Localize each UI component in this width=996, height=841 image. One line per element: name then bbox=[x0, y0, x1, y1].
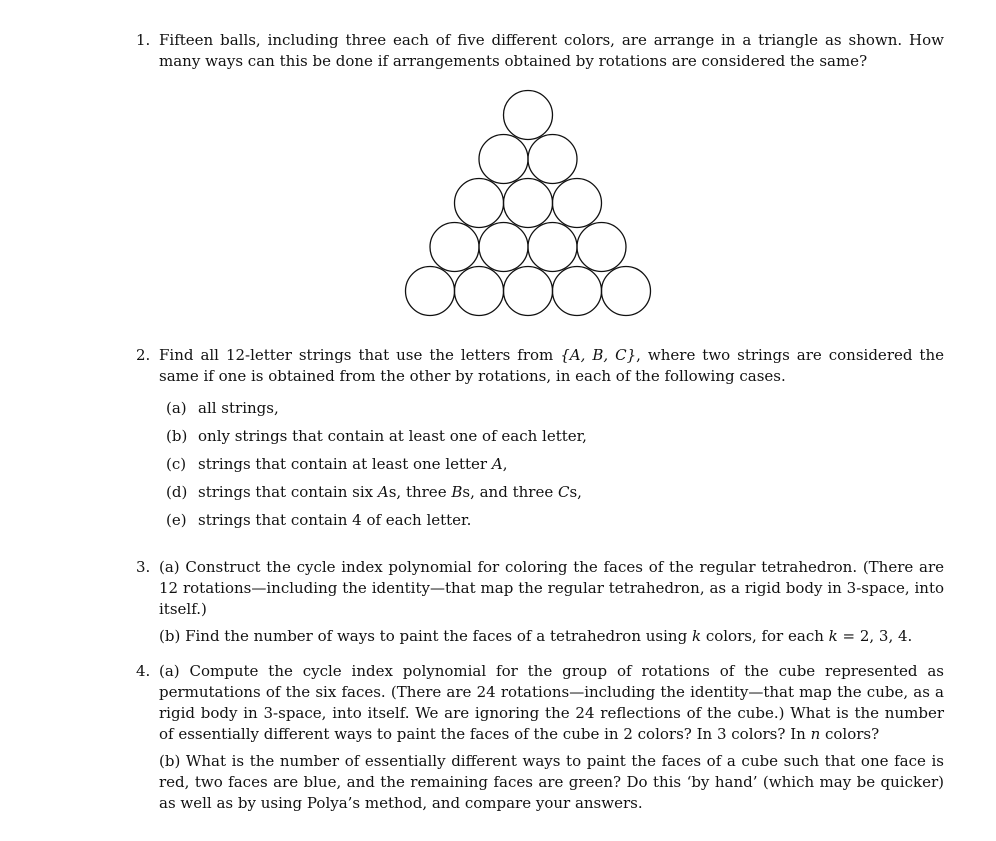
ball bbox=[455, 267, 504, 316]
ball bbox=[528, 223, 577, 272]
text-segment: s, three bbox=[388, 483, 452, 501]
math-var: A bbox=[491, 455, 503, 473]
text-segment: = 2, 3, 4. bbox=[837, 627, 913, 645]
text-segment: (a) Compute the cycle index polynomial for the group of rotations of the cube represented as permutations of the six faces. (There are 24 rotations—including the identity—that map the cube, as a rigid body in 3-space, into itself. We are ignoring the 24 reflections of the cube.) What is the number of essentially different ways to paint the faces of the cube in 2 colors? In 3 colors? In bbox=[159, 662, 944, 743]
text-segment: colors? bbox=[820, 725, 880, 743]
subpart-text: strings that contain 4 of each letter. bbox=[198, 511, 472, 529]
problem-number: 4. bbox=[136, 662, 151, 680]
ball-triangle-figure bbox=[400, 84, 660, 320]
subpart-list bbox=[136, 398, 944, 538]
problem-number: 2. bbox=[136, 346, 151, 364]
part-b bbox=[159, 626, 944, 647]
ball bbox=[553, 267, 602, 316]
subpart-b bbox=[166, 426, 944, 454]
letter-set: {A, B, C} bbox=[560, 346, 637, 364]
math-var: k bbox=[691, 627, 702, 645]
text-segment: s, bbox=[569, 483, 582, 501]
part-a: (a) Construct the cycle index polynomial for coloring the faces of the regular tetrahedron. (There are 12 rotations—including the identity—that map the regular tetrahedron, as a rigid body in 3-space, into itself.) bbox=[159, 558, 944, 618]
subpart-label: (b) bbox=[166, 427, 188, 445]
problem-text bbox=[159, 345, 944, 387]
text-segment: strings that contain at least one letter bbox=[198, 455, 492, 473]
math-var: B bbox=[451, 483, 463, 501]
part-a bbox=[159, 661, 944, 745]
text-segment: colors, for each bbox=[701, 627, 829, 645]
subpart-label: (a) bbox=[166, 399, 187, 417]
text-segment: , bbox=[502, 455, 508, 473]
subpart-label: (e) bbox=[166, 511, 187, 529]
subpart-label: (c) bbox=[166, 455, 187, 473]
ball bbox=[602, 267, 651, 316]
ball bbox=[430, 223, 479, 272]
ball bbox=[479, 223, 528, 272]
subpart-e bbox=[166, 510, 944, 538]
math-var: A bbox=[377, 483, 389, 501]
text-segment: strings that contain six bbox=[198, 483, 378, 501]
problem-3 bbox=[136, 557, 944, 647]
ball bbox=[504, 179, 553, 228]
problem-4 bbox=[136, 661, 944, 814]
text-segment: Find all 12-letter strings that use the letters from bbox=[159, 346, 561, 364]
math-var: C bbox=[557, 483, 570, 501]
ball bbox=[553, 179, 602, 228]
ball bbox=[455, 179, 504, 228]
text-segment: s, and three bbox=[462, 483, 558, 501]
subpart-c bbox=[166, 454, 944, 482]
text-segment: (b) Find the number of ways to paint the faces of a tetrahedron using bbox=[159, 627, 692, 645]
subpart-text: all strings, bbox=[198, 399, 279, 417]
part-b: (b) What is the number of essentially different ways to paint the faces of a cube such that one face is red, two faces are blue, and the remaining faces are green? Do this ‘by hand’ (which may be quicker) as well as by using Polya’s method, and compare your answers. bbox=[159, 752, 944, 812]
problem-1 bbox=[136, 30, 944, 72]
math-var: n bbox=[810, 725, 821, 743]
problem-number: 1. bbox=[136, 31, 151, 49]
subpart-text bbox=[198, 454, 508, 475]
ball bbox=[528, 135, 577, 184]
ball bbox=[479, 135, 528, 184]
problem-text: Fifteen balls, including three each of five different colors, are arrange in a triangle as shown. How many ways can this be done if arrangements obtained by rotations are considered the same? bbox=[159, 31, 944, 70]
ball bbox=[504, 267, 553, 316]
text-segment: , where two strings are considered the same if one is obtained from the other by rotations, in each of the following cases. bbox=[159, 346, 944, 385]
subpart-d bbox=[166, 482, 944, 510]
subpart-a bbox=[166, 398, 944, 426]
subpart-label: (d) bbox=[166, 483, 188, 501]
ball bbox=[406, 267, 455, 316]
math-var: k bbox=[828, 627, 838, 645]
subpart-text: only strings that contain at least one of each letter, bbox=[198, 427, 587, 445]
problem-2 bbox=[136, 345, 944, 538]
ball bbox=[577, 223, 626, 272]
subpart-text bbox=[198, 482, 582, 503]
problem-number: 3. bbox=[136, 558, 151, 576]
ball bbox=[504, 91, 553, 140]
